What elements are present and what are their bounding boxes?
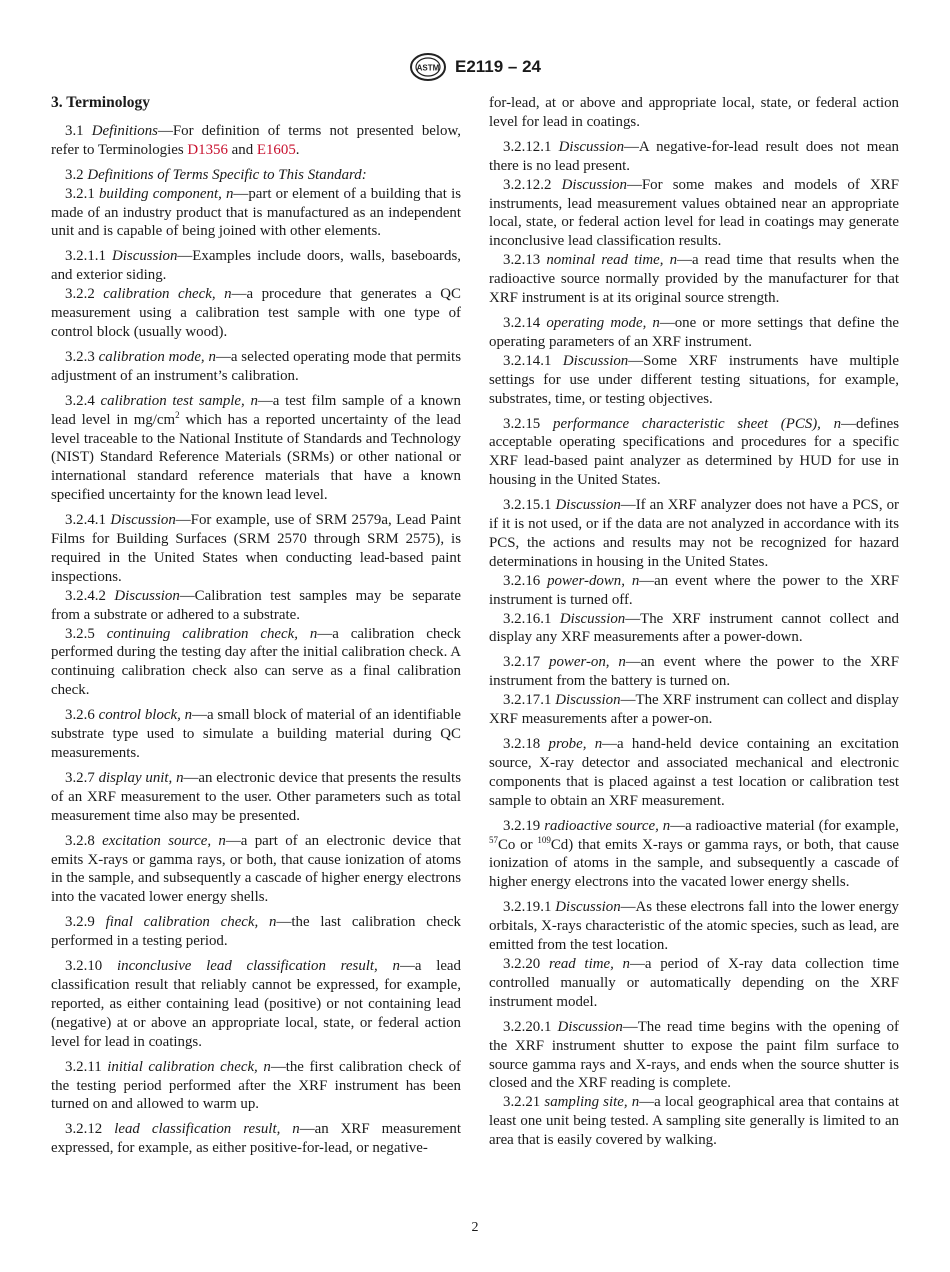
left-column	[51, 94, 461, 1158]
para-3-2-9: 3.2.9 final calibration check, n—the last calibration check performed in a testing period.	[51, 914, 461, 950]
para-3-1: 3.1 Definitions—For definition of terms not presented below, refer to Terminologies D1356 and E1605.	[51, 122, 461, 158]
astm-logo-icon	[409, 52, 447, 82]
para-3-2-12-continued: for-lead, at or above and appropriate local, state, or federal action level for lead in coatings.	[489, 95, 899, 130]
para-3-2-10: 3.2.10 inconclusive lead classification result, n—a lead classification result that reliably cannot be expressed, for example, reported, as either containing lead (positive) or not containing lead (negative) at or above an appropriate local, state, or federal action level for lead in coatings.	[51, 958, 461, 1050]
page-header	[0, 52, 950, 87]
para-3-2-18: 3.2.18 probe, n—a hand-held device containing an excitation source, X-ray detector and associated mechanical and electronic components that is placed against a test location or calibration test sample to obtain an XRF measurement.	[489, 736, 899, 809]
right-column	[489, 94, 899, 1150]
page-number: 2	[471, 1220, 479, 1235]
para-3-2-17: 3.2.17 power-on, n—an event where the power to the XRF instrument from the battery is turned on.	[489, 654, 899, 690]
ref-link-e1605[interactable]: E1605	[256, 141, 296, 158]
para-3-2-14: 3.2.14 operating mode, n—one or more settings that define the operating parameters of an XRF instrument.	[489, 314, 899, 350]
para-3-2-20: 3.2.20 read time, n—a period of X-ray data collection time controlled manually or automatically depending on the XRF instrument model.	[489, 955, 899, 1010]
para-3-2-14-1: 3.2.14.1 Discussion—Some XRF instruments have multiple settings for use under different testing situations, for example, substrates, time, or testing objectives.	[489, 352, 899, 407]
para-3-2-15: 3.2.15 performance characteristic sheet (PCS), n—defines acceptable operating specifications and procedures for a specific XRF lead-based paint analyzer as determined by HUD for use in housing in the United States.	[489, 415, 899, 489]
para-3-2-19: 3.2.19 radioactive source, n—a radioactive material (for example, $^{57}$Co or $^{109}$Cd) that emits X-rays or gamma rays, or both, that cause ionization of atoms in the sample, and subsequently a cascade of higher energy electrons into the vacated lower energy shells.	[489, 817, 900, 891]
para-3-2-13: 3.2.13 nominal read time, n—a read time that results when the radioactive source normally provided by the manufacturer for that XRF instrument is at its original source strength.	[489, 252, 899, 307]
para-3-2-11: 3.2.11 initial calibration check, n—the first calibration check of the testing period performed after the XRF instrument has been turned on and allowed to warm up.	[51, 1058, 461, 1113]
logo-text: ASTM	[416, 63, 440, 73]
para-3-2-12-1: 3.2.12.1 Discussion—A negative-for-lead result does not mean there is no lead present.	[489, 138, 899, 174]
para-3-2-21: 3.2.21 sampling site, n—a local geographical area that contains at least one unit being tested. A sampling site generally is limited to an area that is easily covered by walking.	[489, 1094, 899, 1149]
para-3-2-4: 3.2.4 calibration test sample, n—a test film sample of a known lead level in $mg/cm^2$ which has a reported uncertainty of the lead level traceable to the National Institute of Standards and Technology (NIST) Standard Reference Materials (SRMs) or other national or international standard reference materials that have a known specified uncertainty for the known lead level.	[51, 392, 461, 504]
para-3-2-8: 3.2.8 excitation source, n—a part of an electronic device that emits X-rays or gamma rays, or both, that cause ionization of atoms in the sample, and subsequently a cascade of higher energy electrons into the vacated lower energy shells.	[51, 832, 461, 906]
para-3-2-4-2: 3.2.4.2 Discussion—Calibration test samples may be separate from a substrate or adhered to a substrate.	[51, 587, 461, 623]
para-3-2-16-1: 3.2.16.1 Discussion—The XRF instrument cannot collect and display any XRF measurements after a power-down.	[489, 610, 899, 646]
section-title: 3. Terminology	[51, 94, 151, 111]
document-id: E2119 – 24	[454, 57, 542, 76]
para-3-2-4-1: 3.2.4.1 Discussion—For example, use of SRM 2579a, Lead Paint Films for Building Surfaces (SRM 2570 through SRM 2575), is required in the United States when conducting lead-based paint inspections.	[51, 512, 461, 585]
para-3-2-1: 3.2.1 building component, n—part or element of a building that is made of an industry product that is manufactured as an independent unit and is capable of being joined with other elements.	[51, 185, 462, 240]
para-3-2-19-1: 3.2.19.1 Discussion—As these electrons fall into the lower energy orbitals, X-rays characteristic of the atomic species, such as lead, are emitted from the test location.	[489, 899, 899, 954]
para-3-2-12-2: 3.2.12.2 Discussion—For some makes and models of XRF instruments, lead measurement values obtained near an appropriate local, state, or federal action level for lead in coatings may generate inconclusive lead classification results.	[489, 176, 899, 250]
para-3-2-3: 3.2.3 calibration mode, n—a selected operating mode that permits adjustment of an instrument’s calibration.	[51, 348, 461, 384]
ref-link-d1356[interactable]: D1356	[187, 141, 228, 158]
para-3-2-7: 3.2.7 display unit, n—an electronic device that presents the results of an XRF measurement to the user. Other parameters such as total measurement time also may be presented.	[51, 769, 461, 824]
para-3-2-12: 3.2.12 lead classification result, n—an XRF measurement expressed, for example, as either positive-for-lead, or negative-	[51, 1121, 461, 1157]
para-3-2-15-1: 3.2.15.1 Discussion—If an XRF analyzer does not have a PCS, or if it is not used, or if the data are not analyzed in accordance with its PCS, the actions and results may not be recognized for hazard determinations in housing in the United States.	[489, 497, 899, 570]
para-3-2-1-1: 3.2.1.1 Discussion—Examples include doors, walls, baseboards, and exterior siding.	[51, 248, 461, 284]
para-3-2-5: 3.2.5 continuing calibration check, n—a calibration check performed during the testing day after the initial calibration check. A continuing calibration check also can serve as a final calibration check.	[51, 625, 461, 699]
para-3-2-6: 3.2.6 control block, n—a small block of material of an identifiable substrate type used to simulate a building material during QC measurements.	[51, 707, 461, 761]
para-3-2-16: 3.2.16 power-down, n—an event where the power to the XRF instrument is turned off.	[489, 572, 899, 608]
para-3-2: 3.2 Definitions of Terms Specific to This Standard:	[65, 166, 367, 183]
para-3-2-20-1: 3.2.20.1 Discussion—The read time begins with the opening of the XRF instrument shutter to expose the paint film surface to source gamma rays and X-rays, and ends when the source shutter is closed and the XRF reading is complete.	[489, 1018, 899, 1092]
para-3-2-17-1: 3.2.17.1 Discussion—The XRF instrument can collect and display XRF measurements after a power-on.	[489, 692, 899, 728]
para-3-2-2: 3.2.2 calibration check, n—a procedure that generates a QC measurement using a calibration test sample with one type of control block (usually wood).	[51, 286, 461, 340]
